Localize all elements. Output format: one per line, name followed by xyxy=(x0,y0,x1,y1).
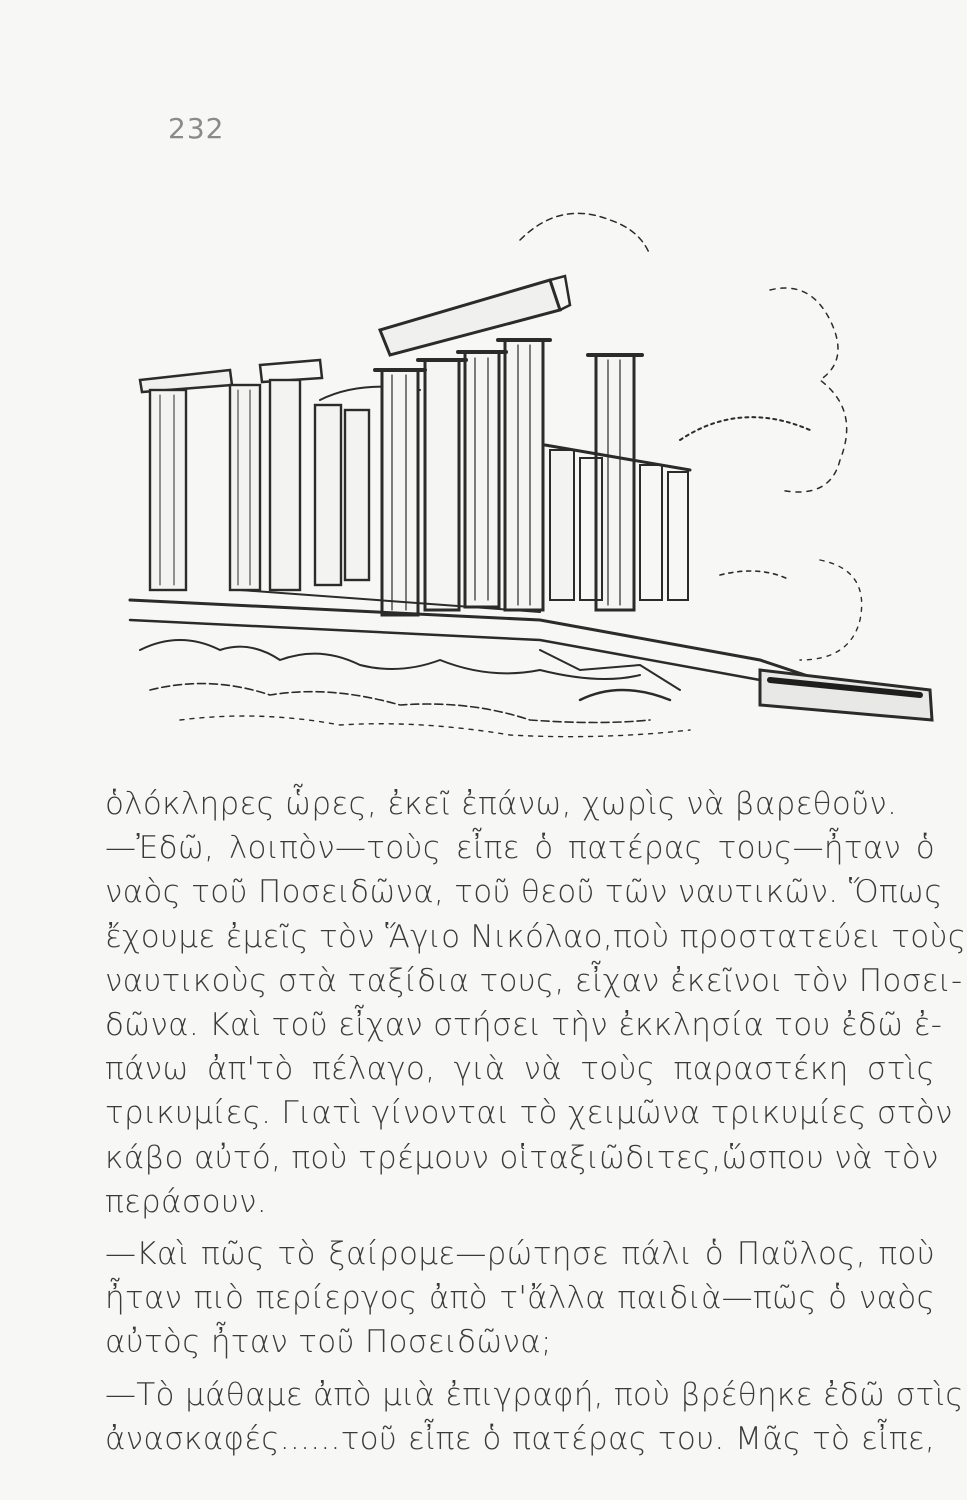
text-line: —Ἐδῶ, λοιπὸν—τοὺς εἶπε ὁ πατέρας τους—ἦταν ὁ xyxy=(105,830,935,867)
text-line: ναὸς τοῦ Ποσειδῶνα, τοῦ θεοῦ τῶν ναυτικῶν. Ὅπως xyxy=(105,874,943,911)
text-line: τρικυμίες. Γιατὶ γίνονται τὸ χειμῶνα τρικυμίες στὸν xyxy=(105,1095,953,1132)
text-line: ἦταν πιὸ περίεργος ἀπὸ τ'ἄλλα παιδιὰ—πῶς ὁ ναὸς xyxy=(105,1280,935,1317)
temple-of-poseidon-drawing xyxy=(120,180,940,760)
text-line: ναυτικοὺς στὰ ταξίδια τους, εἶχαν ἐκεῖνοι τὸν Ποσει- xyxy=(105,962,963,999)
text-line: ἀνασκαφές......τοῦ εἶπε ὁ πατέρας του. Μᾶς τὸ εἶπε, xyxy=(105,1420,935,1457)
text-line: περάσουν. xyxy=(105,1183,267,1220)
text-line: —Τὸ μάθαμε ἀπὸ μιὰ ἐπιγραφή, ποὺ βρέθηκε ἐδῶ στὶς xyxy=(105,1376,964,1413)
text-line: κάβο αὐτό, ποὺ τρέμουν οἱταξιῶδιτες,ὥσπου νὰ τὸν xyxy=(105,1139,939,1176)
body-text xyxy=(105,782,967,1461)
text-line: ὁλόκληρες ὧρες, ἐκεῖ ἐπάνω, χωρὶς νὰ βαρεθοῦν. xyxy=(105,786,898,822)
text-line: αὐτὸς ἦταν τοῦ Ποσειδῶνα; xyxy=(105,1324,552,1361)
text-line: δῶνα. Καὶ τοῦ εἶχαν στήσει τὴν ἐκκλησία του ἐδῶ ἐ- xyxy=(105,1007,943,1044)
text-line: πάνω ἀπ'τὸ πέλαγο, γιὰ νὰ τοὺς παραστέκη στὶς xyxy=(105,1051,935,1088)
page-number: 232 xyxy=(168,112,225,145)
text-line: ἔχουμε ἐμεῖς τὸν Ἅγιο Νικόλαο,ποὺ προστατεύει τοὺς xyxy=(105,918,967,955)
text-line: —Καὶ πῶς τὸ ξαίρομε—ρώτησε πάλι ὁ Παῦλος, ποὺ xyxy=(105,1236,935,1273)
